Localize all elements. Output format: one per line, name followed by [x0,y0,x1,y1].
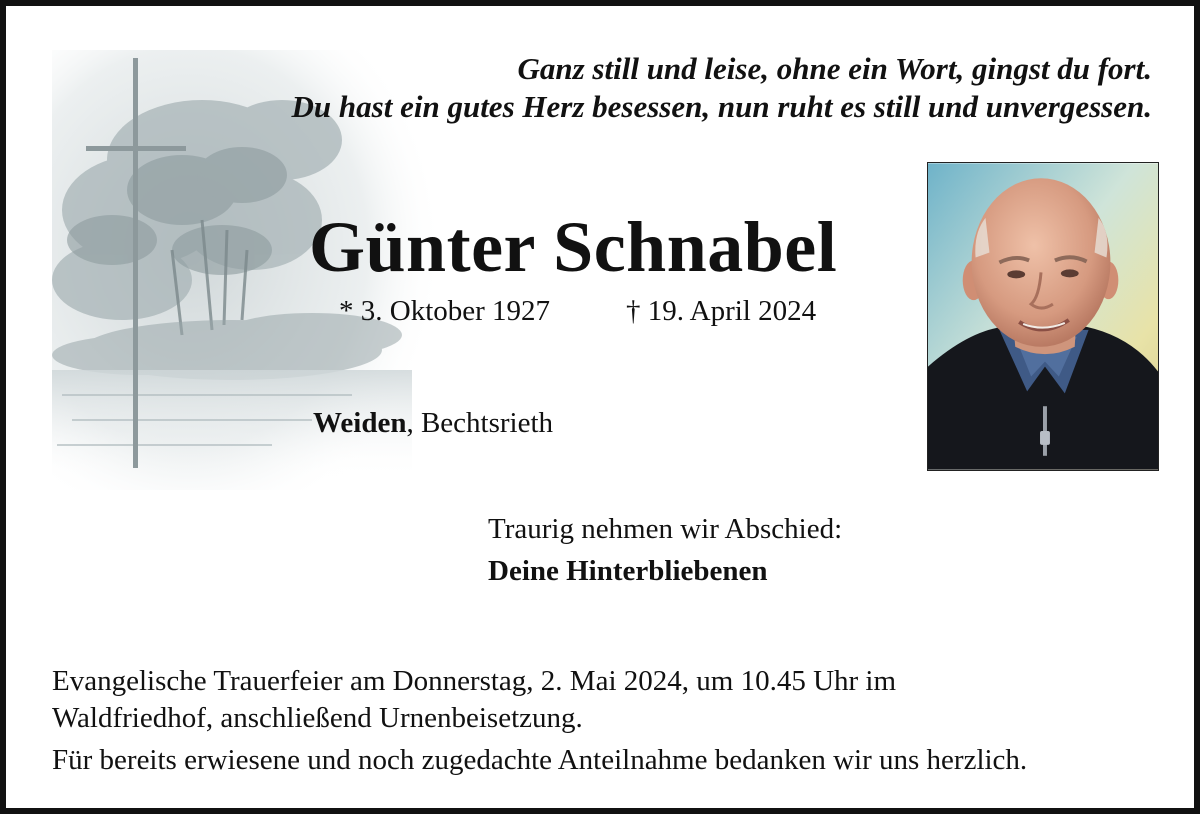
bereaved-family: Deine Hinterbliebenen [488,555,768,587]
hometown-city: Weiden [313,407,407,439]
memorial-verse [292,50,1152,126]
funeral-service-info [52,663,896,737]
verse-line-2: Du hast ein gutes Herz besessen, nun ruht es still und unvergessen. [291,89,1152,124]
verse-line-1: Ganz still und leise, ohne ein Wort, gingst du fort. [517,51,1152,86]
birth-date: * 3. Oktober 1927 [339,295,551,327]
portrait-image [928,163,1158,470]
deceased-name: Günter Schnabel [309,207,838,287]
service-line-2: Waldfriedhof, anschließend Urnenbeisetzung. [52,702,583,734]
portrait-photo [927,162,1159,471]
thanks-note: Für bereits erwiesene und noch zugedachte Anteilnahme bedanken wir uns herzlich. [52,744,1028,776]
service-line-1: Evangelische Trauerfeier am Donnerstag, 2. Mai 2024, um 10.45 Uhr im [52,665,897,697]
death-date: † 19. April 2024 [626,295,817,327]
hometown [313,405,553,441]
farewell-text: Traurig nehmen wir Abschied: [488,513,843,545]
hometown-district: , Bechtsrieth [406,407,554,439]
